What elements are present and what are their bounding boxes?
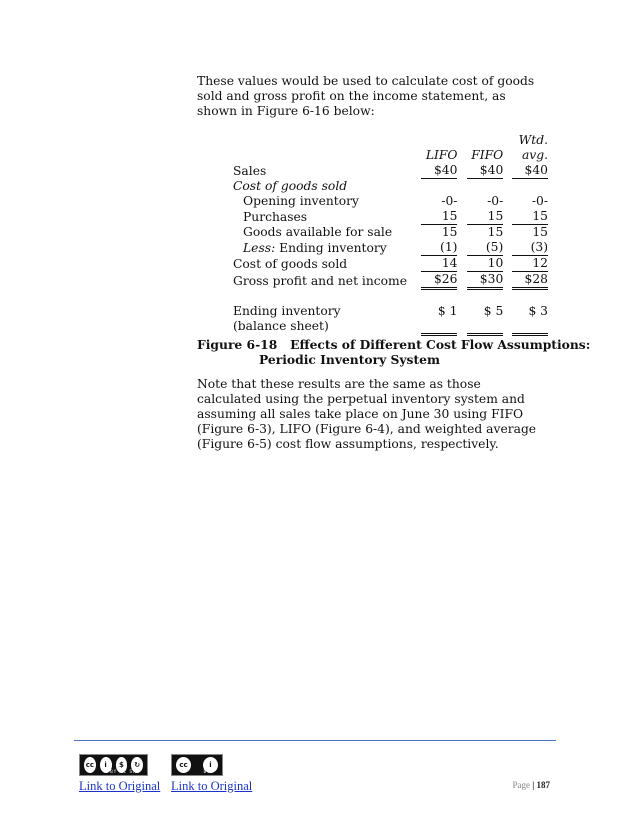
row-label: Cost of goods sold [233,179,348,193]
row-label-text: Ending inventory [275,240,387,255]
table-spacer [233,289,548,305]
row-label: Purchases [243,209,308,224]
table-row [233,225,548,241]
page-number [513,780,550,790]
lifo-value: -0- [441,194,458,208]
figure-caption [197,337,591,367]
fifo-value: (5) [467,240,504,256]
table-row [233,256,548,272]
table-header-row-2 [233,148,548,163]
lifo-value: 14 [421,256,458,272]
table-row [233,304,548,334]
cc-by-badge[interactable] [171,754,223,776]
link-to-original-1[interactable]: Link to Original [79,779,161,793]
wtd-value: -0- [531,194,548,208]
lifo-value: $40 [421,163,458,179]
fifo-value: $40 [467,163,504,179]
fifo-value: $30 [467,272,504,289]
fifo-value: 15 [487,225,504,239]
wtd-value: 15 [532,225,548,239]
attribution-icon: i [99,756,113,774]
row-label [233,240,421,256]
lifo-value: $ 1 [421,304,458,334]
lifo-value: (1) [421,240,458,256]
page-number-value: 187 [536,780,550,790]
badge-caption: BY NC SA [110,769,137,774]
fifo-value: -0- [487,194,504,208]
page-separator: | [530,780,537,790]
fifo-value: $ 5 [467,304,504,334]
link-to-original-2[interactable]: Link to Original [171,779,253,793]
intro-paragraph: These values would be used to calculate cost of goods sold and gross profit on the income statement, as shown in Figure 6-16 below: [197,74,535,118]
cc-icon: cc [83,756,97,774]
row-label: Opening inventory [243,194,359,208]
sharealike-icon: ↻ [130,756,144,774]
cc-icon: cc [175,756,192,774]
table-row [233,272,548,289]
table-row [233,209,548,225]
attribution-icon: i [202,756,219,774]
row-label: Goods available for sale [243,225,393,239]
header-wtd-line2: avg. [521,148,548,162]
wtd-value: (3) [512,240,548,256]
cost-flow-table [233,133,548,336]
header-fifo: FIFO [471,148,504,162]
wtd-value: $40 [512,163,548,179]
wtd-value: 12 [512,256,548,272]
row-label: Cost of goods sold [233,256,348,271]
fifo-value: 10 [467,256,504,272]
table-header-row-1 [233,133,548,148]
header-wtd-line1: Wtd. [518,133,548,147]
caption-line2: Periodic Inventory System [259,352,440,367]
table-row [233,163,548,179]
fifo-value: 15 [467,209,504,225]
page-label: Page [512,780,531,790]
footer-rule [74,740,556,741]
lifo-value: 15 [421,209,458,225]
wtd-value: 15 [512,209,548,225]
caption-line1: Figure 6-18 Effects of Different Cost Flow Assumptions: [197,337,591,352]
wtd-value: $28 [512,272,548,289]
header-lifo: LIFO [425,148,458,162]
lifo-value: $26 [421,272,458,289]
closing-paragraph: Note that these results are the same as those calculated using the perpetual inventory system and assuming all sales take place on June 30 using FIFO (Figure 6-3), LIFO (Figure 6-4), and weighted average (Figure 6-5) cost flow assumptions, respectively. [197,377,537,451]
row-label: Ending inventory (balance sheet) [233,304,341,333]
wtd-value: $ 3 [512,304,548,334]
table-row [233,194,548,209]
lifo-value: 15 [441,225,458,239]
row-label: Sales [233,163,267,178]
table-row [233,179,548,195]
table-row [233,240,548,256]
noncommercial-icon: $ [115,756,129,774]
row-label: Gross profit and net income [233,273,407,288]
less-prefix: Less: [243,240,276,255]
badge-caption: BY [203,769,211,774]
cc-by-nc-sa-badge[interactable] [79,754,148,776]
